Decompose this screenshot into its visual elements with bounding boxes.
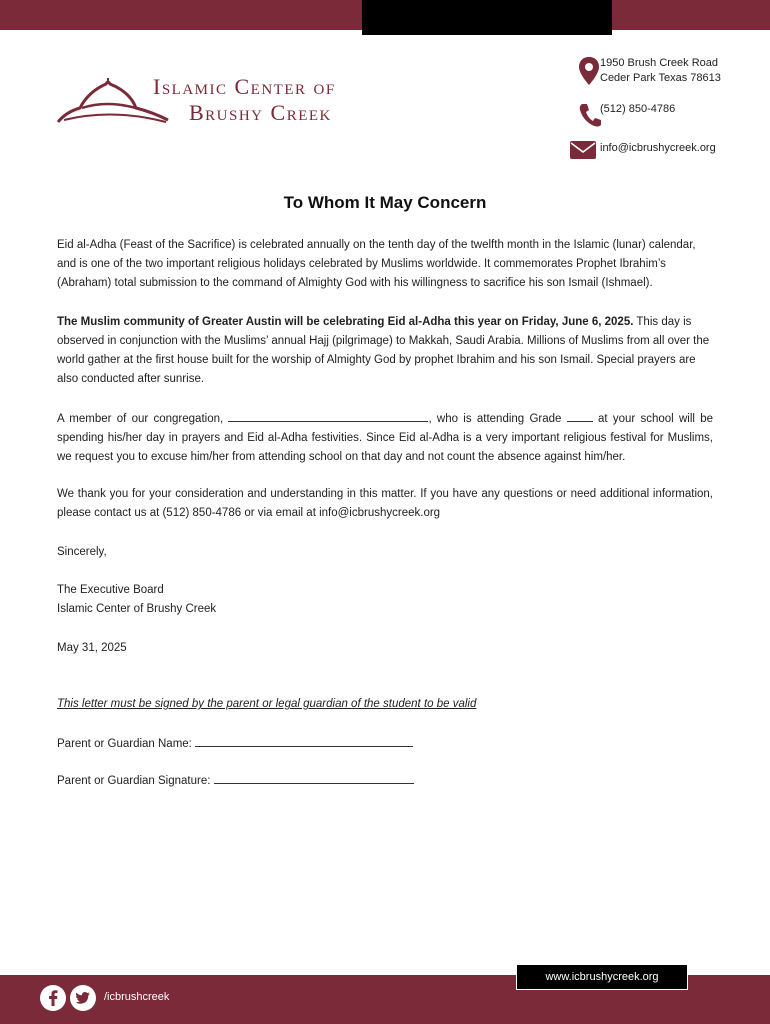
guardian-signature-label: Parent or Guardian Signature: [57,775,214,787]
address-line1: 1950 Brush Creek Road [600,57,719,69]
guardian-name-label: Parent or Guardian Name: [57,738,196,750]
paragraph-student-b: , who is attending Grade [428,413,567,425]
guardian-signature-row [57,771,713,791]
guardian-name-row [57,734,713,754]
student-name-blank[interactable] [228,409,428,422]
letter-title: To Whom It May Concern [283,193,487,212]
phone-number: (512) 850-4786 [600,103,676,115]
website-link[interactable]: www.icbrushycreek.org [516,964,688,990]
signature-notice: This letter must be signed by the parent or legal guardian of the student to be valid [57,698,477,710]
signer-line1: The Executive Board [57,584,164,596]
paragraph-date-rest: This day is observed in conjunction with the Muslims’ annual Hajj (pilgrimage) to Makkah, Saudi Arabia. Millions of Muslims from all over the world gather at the first house built for the worship of Almighty God by prophet Ibrahim and his son Ismail. Special prayers are also conducted after sunrise. [57,316,710,385]
address [600,56,721,86]
mail-icon [570,141,596,164]
org-name-line1: Islamic Center of [153,74,336,99]
phone [600,102,675,117]
paragraph-intro: Eid al-Adha (Feast of the Sacrifice) is celebrated annually on the tenth day of the twelfth month in the Islamic (lunar) calendar, and is one of the two important religious holidays celebrated by Muslims worldwide. It commemorates Prophet Ibrahim’s (Abraham) total submission to the command of Almighty God with his willingness to sacrifice his son Ismail (Ishmael). [57,239,696,289]
letter-date: May 31, 2025 [57,642,127,654]
email [600,141,716,156]
twitter-icon[interactable] [70,985,96,1011]
org-name-line2: Brushy Creek [189,100,332,125]
paragraph-date [57,313,713,389]
paragraph-student-a: A member of our congregation, [57,413,229,425]
location-pin-icon [578,56,600,91]
closing: Sincerely, [57,546,107,558]
signer-line2: Islamic Center of Brushy Creek [57,603,217,615]
paragraph-thanks: We thank you for your consideration and understanding in this matter. If you have any questions or need additional information, please contact us at (512) 850-4786 or via email at info@icbrushycreek.org [57,488,713,519]
top-redaction-bar [362,0,612,35]
email-address: info@icbrushycreek.org [600,142,716,154]
guardian-name-field[interactable] [195,734,413,747]
signer [57,581,713,619]
grade-blank[interactable] [567,409,593,422]
paragraph-student-c: at your school will be spending his/her day in prayers and Eid al-Adha festivities. Since Eid al-Adha is a very important religious festival for Muslims, we request you to excuse him/her from attending school on that day and not count the absence against him/her. [57,413,713,463]
facebook-icon[interactable] [40,985,66,1011]
phone-icon [578,102,602,133]
guardian-signature-field[interactable] [214,771,414,784]
paragraph-date-bold: The Muslim community of Greater Austin will be celebrating Eid al-Adha this year on Friday, June 6, 2025. [57,316,634,328]
social-handle: /icbrushcreek [104,991,170,1003]
org-logo [56,74,416,134]
paragraph-student [57,409,713,467]
address-line2: Ceder Park Texas 78613 [600,72,721,84]
